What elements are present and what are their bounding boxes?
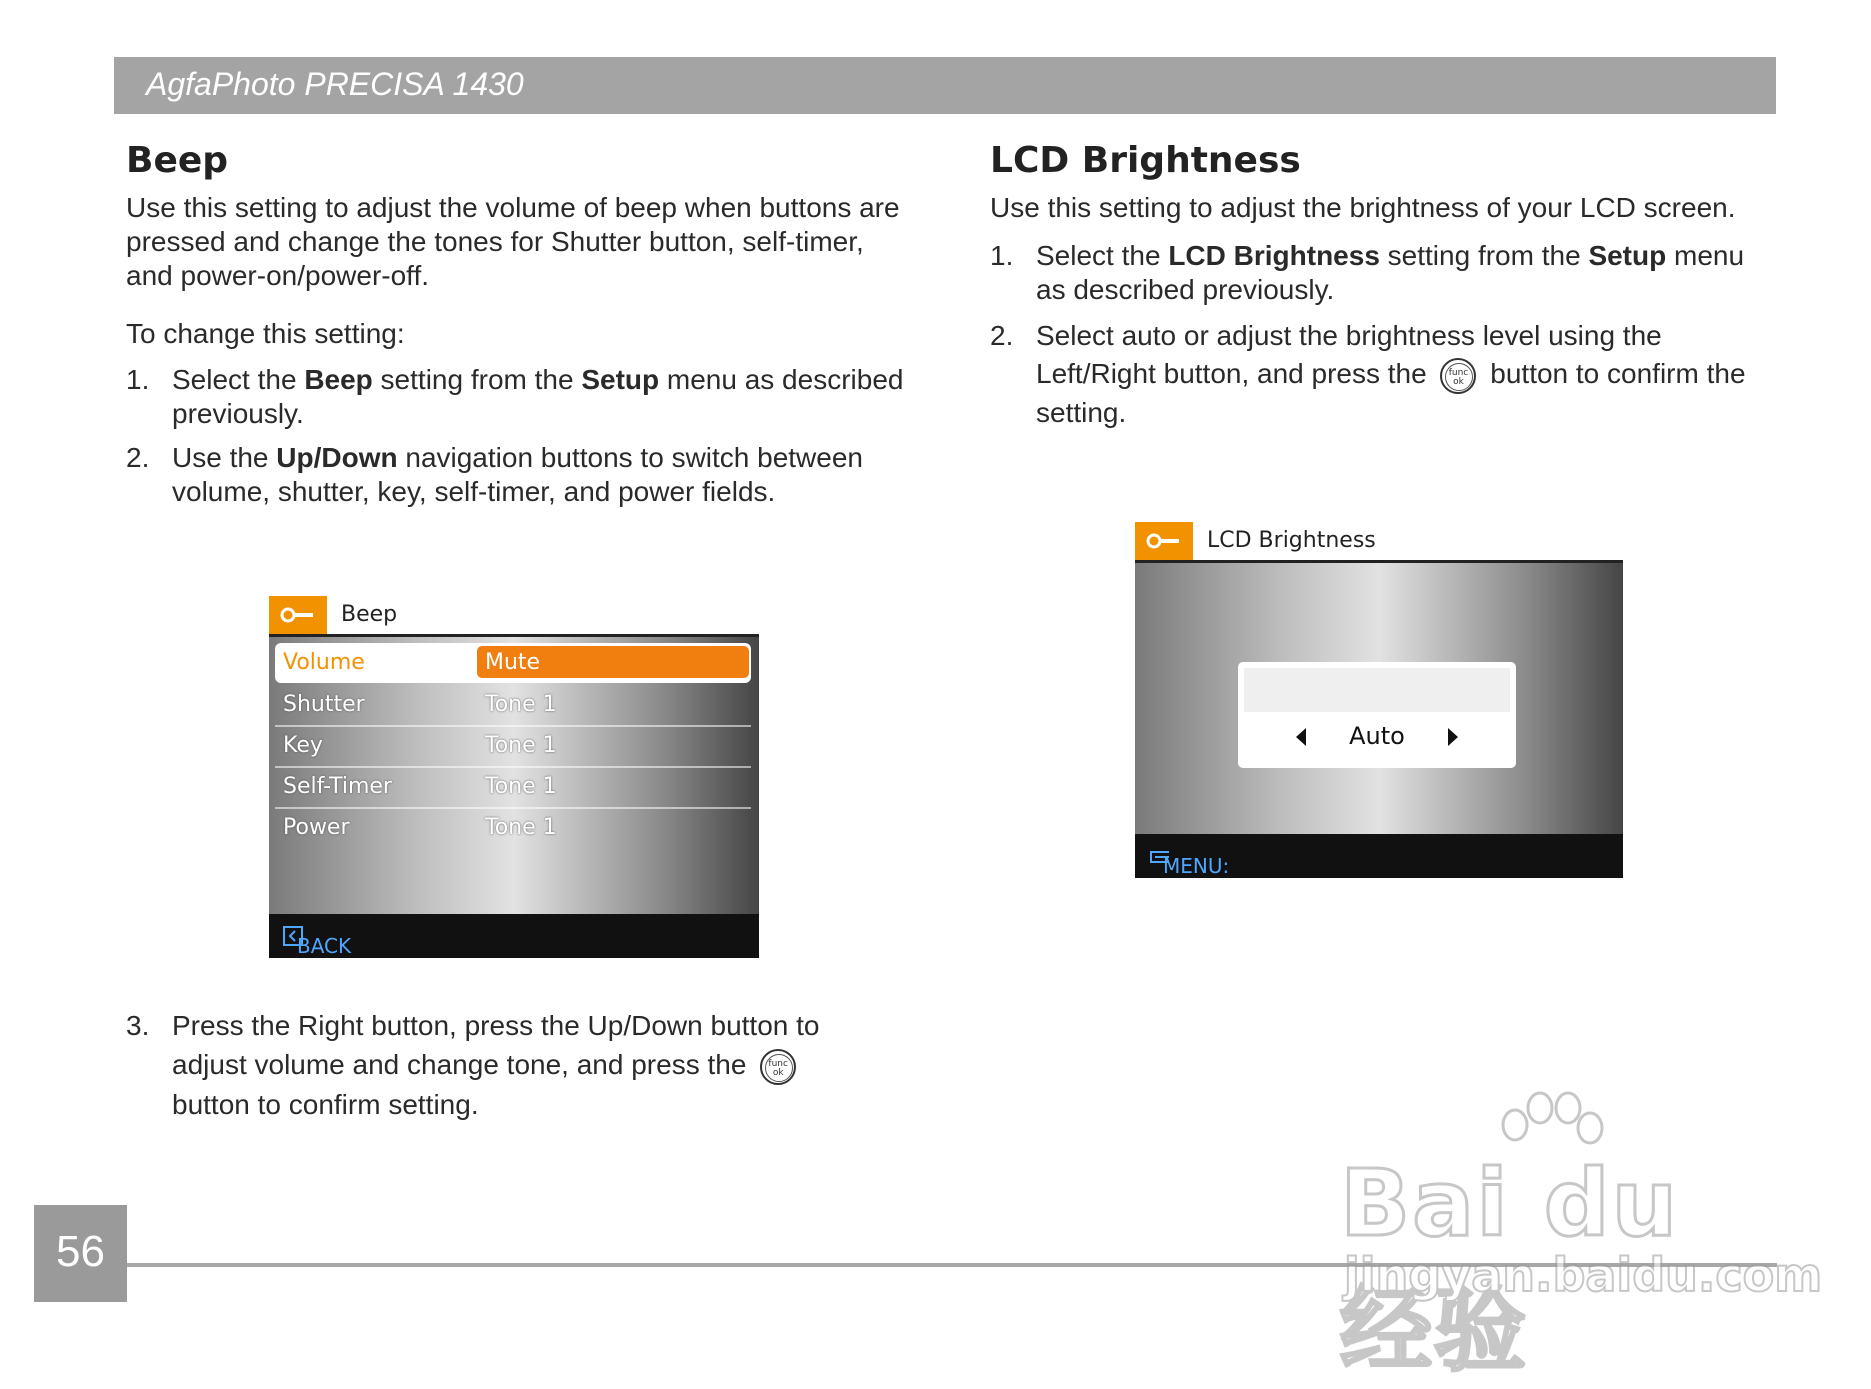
setup-tab [1135, 522, 1193, 560]
brightness-dialog [1238, 662, 1516, 768]
step-number: 2. [126, 442, 150, 473]
screen-title-bar [269, 596, 759, 637]
menu-label: MENU: [1163, 854, 1230, 878]
menu-hint [1149, 844, 1230, 878]
screen-title: LCD Brightness [1207, 528, 1376, 553]
step-text: menu as described previously. [172, 364, 904, 429]
page-number: 56 [56, 1227, 105, 1276]
ok-icon-bottom: ok [1453, 376, 1464, 387]
step-text: Select the [1036, 240, 1169, 271]
right-arrow-icon[interactable] [1448, 728, 1458, 746]
watermark-url: jingyan.baidu.com [1344, 1248, 1823, 1302]
step-bold: Beep [304, 364, 373, 395]
lcd-step-1 [990, 239, 1770, 307]
step-text: setting from the [372, 364, 582, 395]
lcd-brightness-screen [1135, 522, 1623, 878]
wrench-icon [1145, 532, 1183, 550]
beep-step-2 [126, 441, 916, 509]
back-hint [283, 924, 352, 958]
row-value: Mute [485, 650, 541, 675]
brightness-value: Auto [1349, 722, 1405, 750]
step-number: 1. [126, 364, 150, 395]
screen-title-bar [1135, 522, 1623, 563]
beep-intro: Use this setting to adjust the volume of beep when buttons are pressed and change the tones for Shutter button, self-timer, and power-on/power-off. [126, 192, 900, 291]
setup-tab [269, 596, 327, 634]
step-text: Select the [172, 364, 305, 395]
step-text: Select auto or adjust the brightness level using the Left/Right button, and press the [1036, 320, 1662, 389]
lcd-brightness-section [990, 140, 1770, 442]
wrench-icon [279, 606, 317, 624]
step-text: button to confirm setting. [172, 1088, 479, 1120]
func-ok-button-icon [1440, 358, 1476, 394]
dialog-header-strip [1244, 668, 1510, 712]
ok-icon-top: func [1448, 367, 1469, 378]
step-text: Use the [172, 442, 277, 473]
func-ok-button-icon [760, 1049, 796, 1085]
lcd-heading: LCD Brightness [990, 140, 1301, 181]
row-label: Volume [283, 650, 365, 675]
lcd-step-2 [990, 317, 1770, 432]
baidu-watermark [1340, 1090, 1823, 1384]
lcd-steps [990, 239, 1770, 432]
menu-row-power[interactable] [275, 808, 751, 848]
manual-title: AgfaPhoto PRECISA 1430 [146, 66, 524, 102]
step-text: button to confirm the setting. [1036, 358, 1746, 428]
back-label: BACK [297, 934, 352, 958]
change-setting-label: To change this setting: [126, 318, 405, 349]
row-label: Power [283, 815, 350, 840]
header-bar [114, 57, 1776, 114]
step-text: setting from the [1379, 240, 1589, 271]
screen-footer [269, 914, 759, 958]
beep-step-3-block [126, 1006, 886, 1134]
screen-footer [1135, 834, 1623, 878]
beep-section [126, 140, 916, 519]
screen-title: Beep [341, 602, 398, 627]
beep-steps-continued [126, 1006, 886, 1124]
step-text: navigation buttons to switch between volume, shutter, key, self-timer, and power fields. [172, 442, 863, 507]
beep-step-3 [126, 1006, 886, 1124]
lcd-intro: Use this setting to adjust the brightness of your LCD screen. [990, 192, 1736, 223]
menu-row-volume[interactable] [275, 643, 751, 683]
step-text: menu as described previously. [1036, 240, 1745, 305]
step-number: 3. [126, 1010, 150, 1041]
beep-heading: Beep [126, 140, 229, 181]
step-bold: Setup [1588, 240, 1667, 271]
row-label: Key [283, 733, 323, 758]
ok-icon-bottom: ok [772, 1067, 784, 1078]
row-label: Shutter [283, 692, 365, 717]
beep-steps [126, 363, 916, 509]
watermark-brand: Bai du 经验 [1340, 1150, 1680, 1384]
step-bold: Up/Down [276, 442, 398, 473]
row-label: Self-Timer [283, 774, 392, 799]
ok-icon-top: func [768, 1058, 788, 1069]
row-value: Tone 1 [485, 692, 557, 717]
step-text: Press the Right button, press the Up/Down button to adjust volume and change tone, and press the [172, 1010, 820, 1080]
menu-row-shutter[interactable] [275, 685, 751, 727]
step-number: 1. [990, 240, 1014, 271]
step-number: 2. [990, 320, 1014, 351]
step-bold: Setup [581, 364, 660, 395]
beep-step-1 [126, 363, 916, 431]
page-number-box [34, 1205, 127, 1302]
menu-row-self-timer[interactable] [275, 767, 751, 809]
row-value: Tone 1 [485, 733, 557, 758]
menu-row-key[interactable] [275, 726, 751, 768]
row-value: Tone 1 [485, 815, 557, 840]
step-bold: LCD Brightness [1168, 240, 1380, 271]
beep-screen [269, 596, 759, 958]
row-value: Tone 1 [485, 774, 557, 799]
